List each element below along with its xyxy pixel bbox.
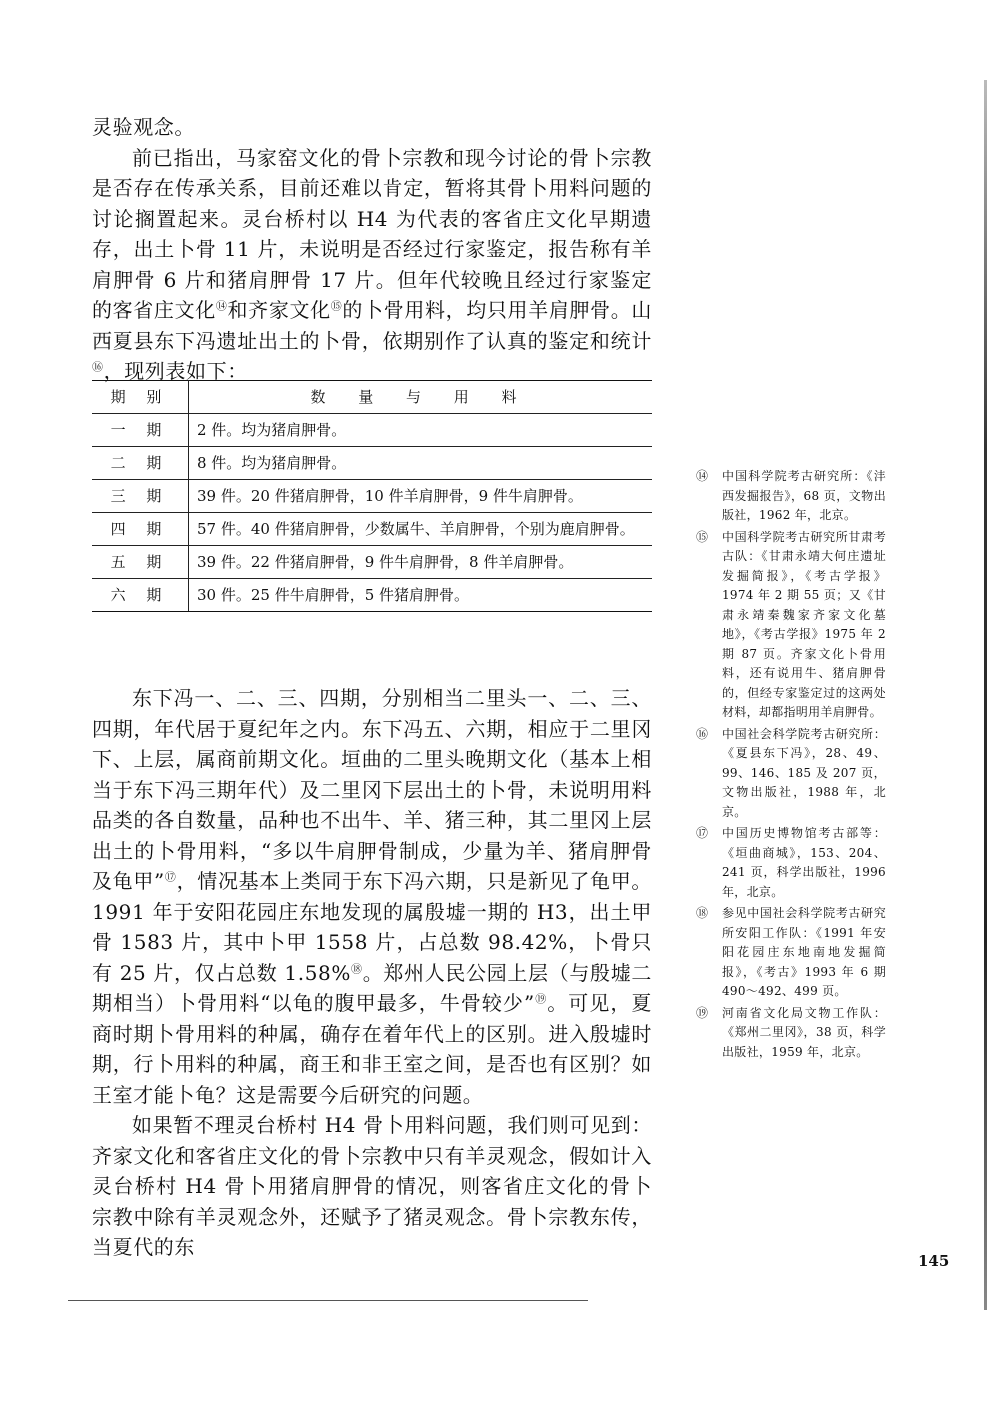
period-cell: 二 期	[92, 447, 189, 480]
table-row	[92, 447, 652, 480]
main-text-top	[92, 112, 652, 387]
footnote-ref-15[interactable]: ⑮	[330, 299, 343, 313]
page-number: 145	[918, 1252, 950, 1270]
paragraph-2-part-1: 前已指出，马家窑文化的骨卜宗教和现今讨论的骨卜宗教是否存在传承关系，目前还难以肯定，暂将其骨卜用料问题的讨论搁置起来。灵台桥村以 H4 为代表的客省庄文化早期遗存，出土卜骨 11 片，未说明是否经过行家鉴定，报告称有羊肩胛骨 6 片和猪肩胛骨 17 片。但年代较晚且经过行家鉴定的客省庄文化	[92, 145, 652, 322]
paragraph-2-part-4: ，现列表如下：	[103, 359, 248, 383]
binding-edge-line	[984, 80, 987, 1310]
footnote-text: 参见中国社会科学院考古研究所安阳工作队：《1991 年安阳花园庄东地南地发掘简报》，《考古》1993 年 6 期 490～492、499 页。	[722, 906, 886, 998]
header-period: 期 别	[92, 381, 189, 414]
footnote-ref-14[interactable]: ⑭	[215, 299, 228, 313]
content-cell: 2 件。均为猪肩胛骨。	[189, 414, 653, 447]
table-row	[92, 414, 652, 447]
footnotes-column	[696, 467, 886, 1064]
footnote-text: 中国科学院考古研究所甘肃考古队：《甘肃永靖大何庄遗址发掘简报》，《考古学报》1974 年 2 期 55 页；又《甘肃永靖秦魏家齐家文化墓地》，《考古学报》1975 年 2 期 87 页。齐家文化卜骨用料，还有说用牛、猪肩胛骨的，但经专家鉴定过的这两处材料，却都指明用羊肩胛骨。	[722, 529, 886, 719]
content-cell: 30 件。25 件牛肩胛骨，5 件猪肩胛骨。	[189, 579, 653, 612]
paragraph-2	[92, 143, 652, 387]
footnote-ref-16[interactable]: ⑯	[92, 360, 104, 374]
period-cell: 一 期	[92, 414, 189, 447]
footnote-number: ⑰	[696, 826, 709, 840]
footnote-text: 中国历史博物馆考古部等：《垣曲商城》，153、204、241 页，科学出版社，1996 年，北京。	[722, 826, 886, 899]
footnote-number: ⑮	[696, 529, 709, 544]
paragraph-2-part-3: 的卜骨用料，均只用羊肩胛骨。山西夏县东下冯遗址出土的卜骨，依期别作了认真的鉴定和统计	[92, 298, 653, 353]
paragraph-3-part-b: ，情况基本上类同于东下冯六期，只是新见了龟甲。1991 年于安阳花园庄东地发现的属殷墟一期的 H3，出土甲骨 1583 片，其中卜甲 1558 片，占总数 98.42%，卜骨只有 25 片，仅占总数 1.58%	[92, 869, 652, 985]
footnote	[696, 725, 886, 823]
table-row	[92, 546, 652, 579]
footnote	[696, 467, 886, 526]
paragraph-3-part-d: 。可见，夏商时期卜骨用料的种属，确存在着年代上的区别。进入殷墟时期，行卜用料的种属，商王和非王室之间，是否也有区别？如王室才能卜龟？这是需要今后研究的问题。	[92, 991, 653, 1107]
footnote	[696, 904, 886, 1002]
footnote	[696, 528, 886, 723]
paragraph-3-part-a: 东下冯一、二、三、四期，分别相当二里头一、二、三、四期，年代居于夏纪年之内。东下冯五、六期，相应于二里冈下、上层，属商前期文化。垣曲的二里头晚期文化（基本上相当于东下冯三期年代）及二里冈下层出土的卜骨，未说明用料品类的各自数量，品种也不出牛、羊、猪三种，其二里冈上层出土的卜骨用料，“多以牛肩胛骨制成，少量为羊、猪肩胛骨及龟甲”	[92, 686, 652, 893]
paragraph-1: 灵验观念。	[92, 115, 195, 139]
header-content: 数 量 与 用 料	[189, 381, 653, 414]
table-row	[92, 480, 652, 513]
period-cell: 五 期	[92, 546, 189, 579]
paragraph-3	[92, 683, 652, 1110]
period-cell: 三 期	[92, 480, 189, 513]
footnote-text: 中国社会科学院考古研究所：《夏县东下冯》，28、49、99、146、185 及 207 页，文物出版社，1988 年，北京。	[722, 726, 886, 819]
content-cell: 39 件。20 件猪肩胛骨，10 件羊肩胛骨，9 件牛肩胛骨。	[189, 480, 653, 513]
paragraph-3-part-c: 。郑州人民公园上层（与殷墟二期相当）卜骨用料“以龟的腹甲最多，牛骨较少”	[92, 960, 652, 1015]
period-cell: 四 期	[92, 513, 189, 546]
bottom-scan-line	[68, 1300, 588, 1301]
footnote-text: 河南省文化局文物工作队：《郑州二里冈》，38 页，科学出版社，1959 年，北京。	[722, 1005, 886, 1059]
footnote-text: 中国科学院考古研究所：《沣西发掘报告》，68 页，文物出版社，1962 年，北京。	[722, 469, 886, 522]
content-cell: 57 件。40 件猪肩胛骨，少数属牛、羊肩胛骨，个别为鹿肩胛骨。	[189, 513, 653, 546]
content-cell: 39 件。22 件猪肩胛骨，9 件牛肩胛骨，8 件羊肩胛骨。	[189, 546, 653, 579]
footnote-ref-17[interactable]: ⑰	[164, 870, 177, 884]
main-text-bottom	[92, 683, 652, 1263]
footnote-number: ⑯	[696, 726, 709, 741]
period-table	[92, 380, 652, 612]
footnote-number: ⑲	[696, 1005, 709, 1020]
footnote-number: ⑱	[696, 906, 709, 920]
period-cell: 六 期	[92, 579, 189, 612]
paragraph-4: 如果暂不理灵台桥村 H4 骨卜用料问题，我们则可见到：齐家文化和客省庄文化的骨卜宗教中只有羊灵观念，假如计入灵台桥村 H4 骨卜用猪肩胛骨的情况，则客省庄文化的骨卜宗教中除有羊灵观念外，还赋予了猪灵观念。骨卜宗教东传，当夏代的东	[92, 1113, 652, 1259]
footnote-number: ⑭	[696, 469, 709, 483]
footnote	[696, 824, 886, 902]
table-row	[92, 579, 652, 612]
content-cell: 8 件。均为猪肩胛骨。	[189, 447, 653, 480]
table-header-row	[92, 381, 652, 414]
footnote-ref-18[interactable]: ⑱	[350, 961, 363, 975]
footnote-ref-19[interactable]: ⑲	[534, 992, 548, 1006]
table-row	[92, 513, 652, 546]
paragraph-2-part-2: 和齐家文化	[227, 298, 331, 322]
footnote	[696, 1004, 886, 1063]
